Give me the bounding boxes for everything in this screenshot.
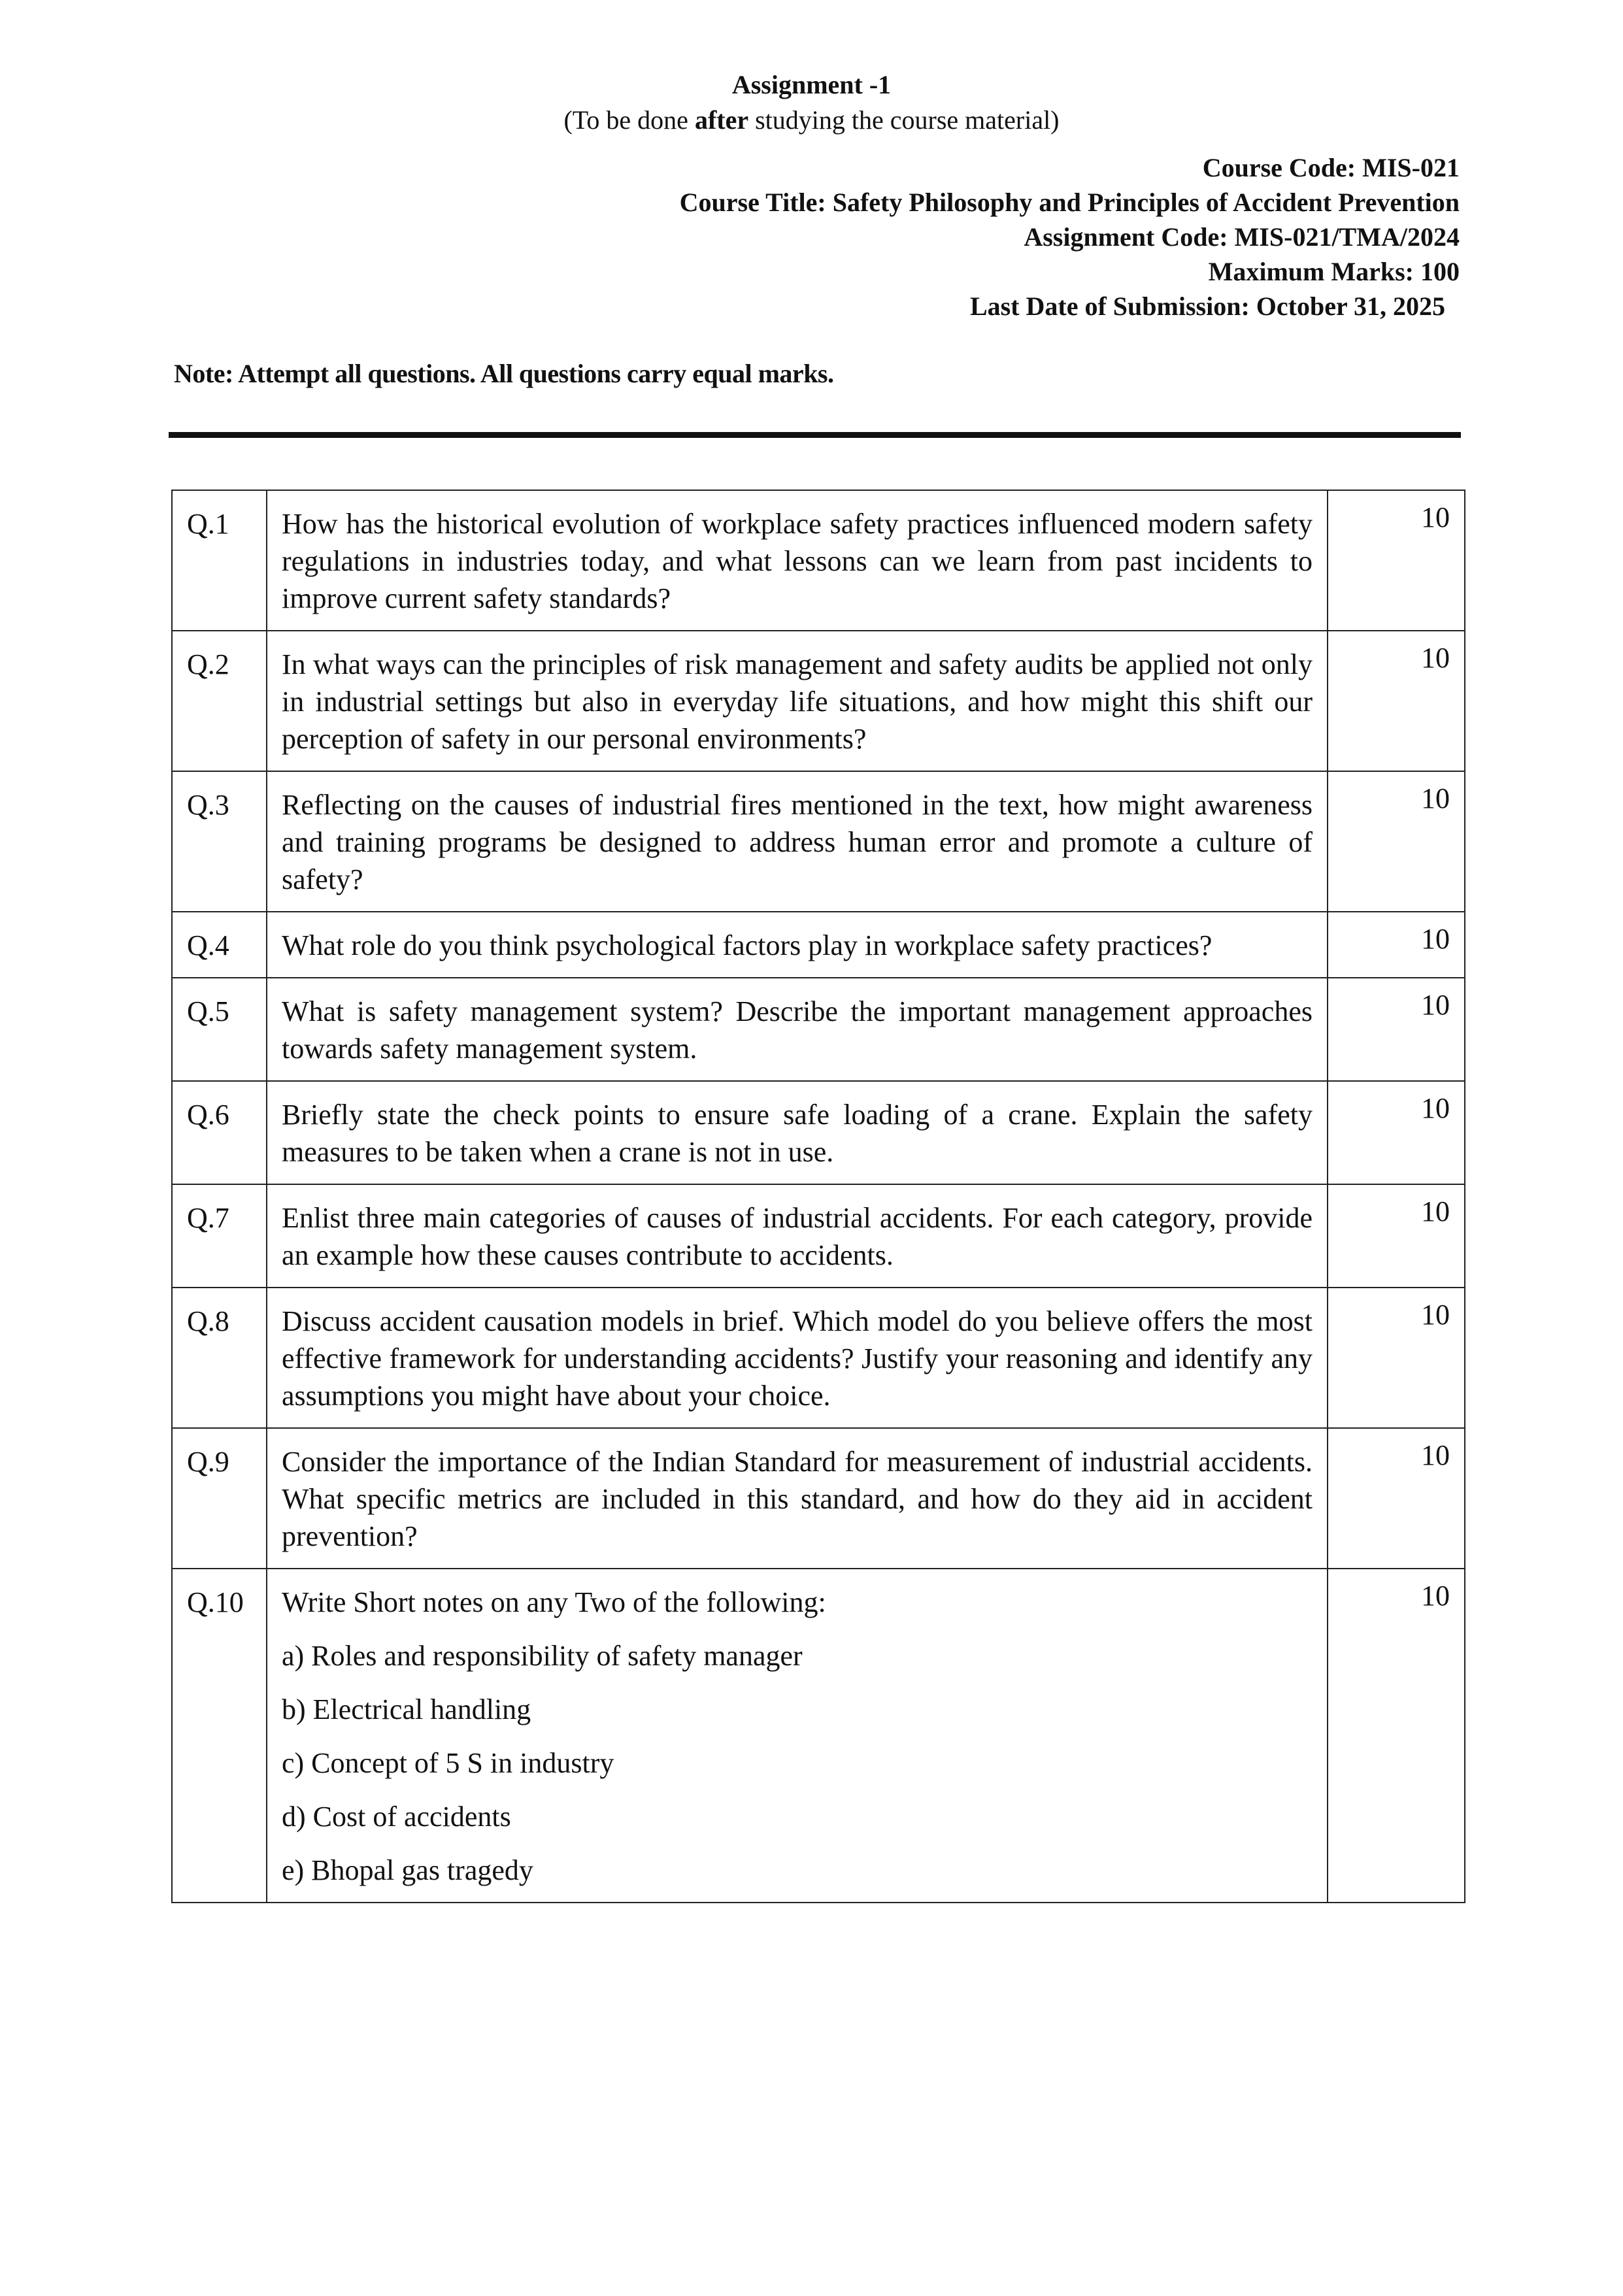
- course-meta-block: [680, 150, 1460, 324]
- question-number: Q.10: [172, 1569, 267, 1903]
- instructions-note: Note: Attempt all questions. All questions carry equal marks.: [174, 359, 834, 388]
- course-code: Course Code: MIS-021: [1202, 153, 1460, 182]
- question-marks: 10: [1328, 631, 1465, 771]
- short-note-option: c) Concept of 5 S in industry: [282, 1747, 614, 1779]
- questions-table: [171, 490, 1465, 1903]
- question-text: Briefly state the check points to ensure safe loading of a crane. Explain the safety measures to be taken when a crane is not in use.: [267, 1081, 1328, 1184]
- header-divider: [169, 432, 1461, 438]
- question-number: Q.5: [172, 978, 267, 1081]
- question-text: Consider the importance of the Indian Standard for measurement of industrial accidents. What specific metrics are included in this standard, and how do they aid in accident prevention?: [267, 1428, 1328, 1569]
- question-text: What is safety management system? Describe the important management approaches towards safety management system.: [267, 978, 1328, 1081]
- question-marks: 10: [1328, 1081, 1465, 1184]
- maximum-marks: Maximum Marks: 100: [1208, 257, 1460, 286]
- question-number: Q.6: [172, 1081, 267, 1184]
- question-marks: 10: [1328, 1428, 1465, 1569]
- question-marks: 10: [1328, 978, 1465, 1081]
- short-note-option: d) Cost of accidents: [282, 1801, 511, 1833]
- short-notes-intro: Write Short notes on any Two of the following:: [282, 1586, 826, 1618]
- question-row-9: [172, 1428, 1465, 1569]
- question-marks: 10: [1328, 1288, 1465, 1428]
- question-text: Reflecting on the causes of industrial fires mentioned in the text, how might awareness and training programs be designed to address human error and promote a culture of safety?: [267, 771, 1328, 912]
- question-marks: 10: [1328, 1184, 1465, 1288]
- question-number: Q.4: [172, 912, 267, 978]
- assignment-subtitle: [0, 103, 1623, 137]
- subtitle-emphasis: after: [694, 105, 749, 135]
- question-marks: 10: [1328, 1569, 1465, 1903]
- question-number: Q.1: [172, 490, 267, 631]
- assignment-code: Assignment Code: MIS-021/TMA/2024: [1024, 222, 1460, 252]
- short-note-option: a) Roles and responsibility of safety manager: [282, 1640, 803, 1672]
- subtitle-part-1: (To be done: [563, 105, 695, 135]
- question-number: Q.3: [172, 771, 267, 912]
- question-row-1: [172, 490, 1465, 631]
- question-row-8: [172, 1288, 1465, 1428]
- last-date-of-submission: Last Date of Submission: October 31, 2025: [969, 291, 1445, 321]
- question-row-7: [172, 1184, 1465, 1288]
- question-text: [267, 1569, 1328, 1903]
- question-row-6: [172, 1081, 1465, 1184]
- question-row-3: [172, 771, 1465, 912]
- short-notes-options: [282, 1637, 1313, 1889]
- assignment-title: Assignment -1: [731, 70, 892, 99]
- subtitle-part-2: studying the course material): [748, 105, 1060, 135]
- question-text: Enlist three main categories of causes of industrial accidents. For each category, provide an example how these causes contribute to accidents.: [267, 1184, 1328, 1288]
- question-text: Discuss accident causation models in brief. Which model do you believe offers the most effective framework for understanding accidents? Justify your reasoning and identify any assumptions you might have about your choice.: [267, 1288, 1328, 1428]
- question-row-5: [172, 978, 1465, 1081]
- question-text: In what ways can the principles of risk management and safety audits be applied not only in industrial settings but also in everyday life situations, and how might this shift our perception of safety in our personal environments?: [267, 631, 1328, 771]
- question-row-10: [172, 1569, 1465, 1903]
- question-number: Q.7: [172, 1184, 267, 1288]
- question-number: Q.9: [172, 1428, 267, 1569]
- question-marks: 10: [1328, 912, 1465, 978]
- question-text: How has the historical evolution of workplace safety practices influenced modern safety regulations in industries today, and what lessons can we learn from past incidents to improve current safety standards?: [267, 490, 1328, 631]
- question-text: What role do you think psychological factors play in workplace safety practices?: [267, 912, 1328, 978]
- question-number: Q.2: [172, 631, 267, 771]
- short-note-option: e) Bhopal gas tragedy: [282, 1854, 533, 1886]
- question-row-4: [172, 912, 1465, 978]
- short-note-option: b) Electrical handling: [282, 1693, 531, 1725]
- question-marks: 10: [1328, 490, 1465, 631]
- course-title: Course Title: Safety Philosophy and Principles of Accident Prevention: [679, 188, 1460, 217]
- question-row-2: [172, 631, 1465, 771]
- question-marks: 10: [1328, 771, 1465, 912]
- question-number: Q.8: [172, 1288, 267, 1428]
